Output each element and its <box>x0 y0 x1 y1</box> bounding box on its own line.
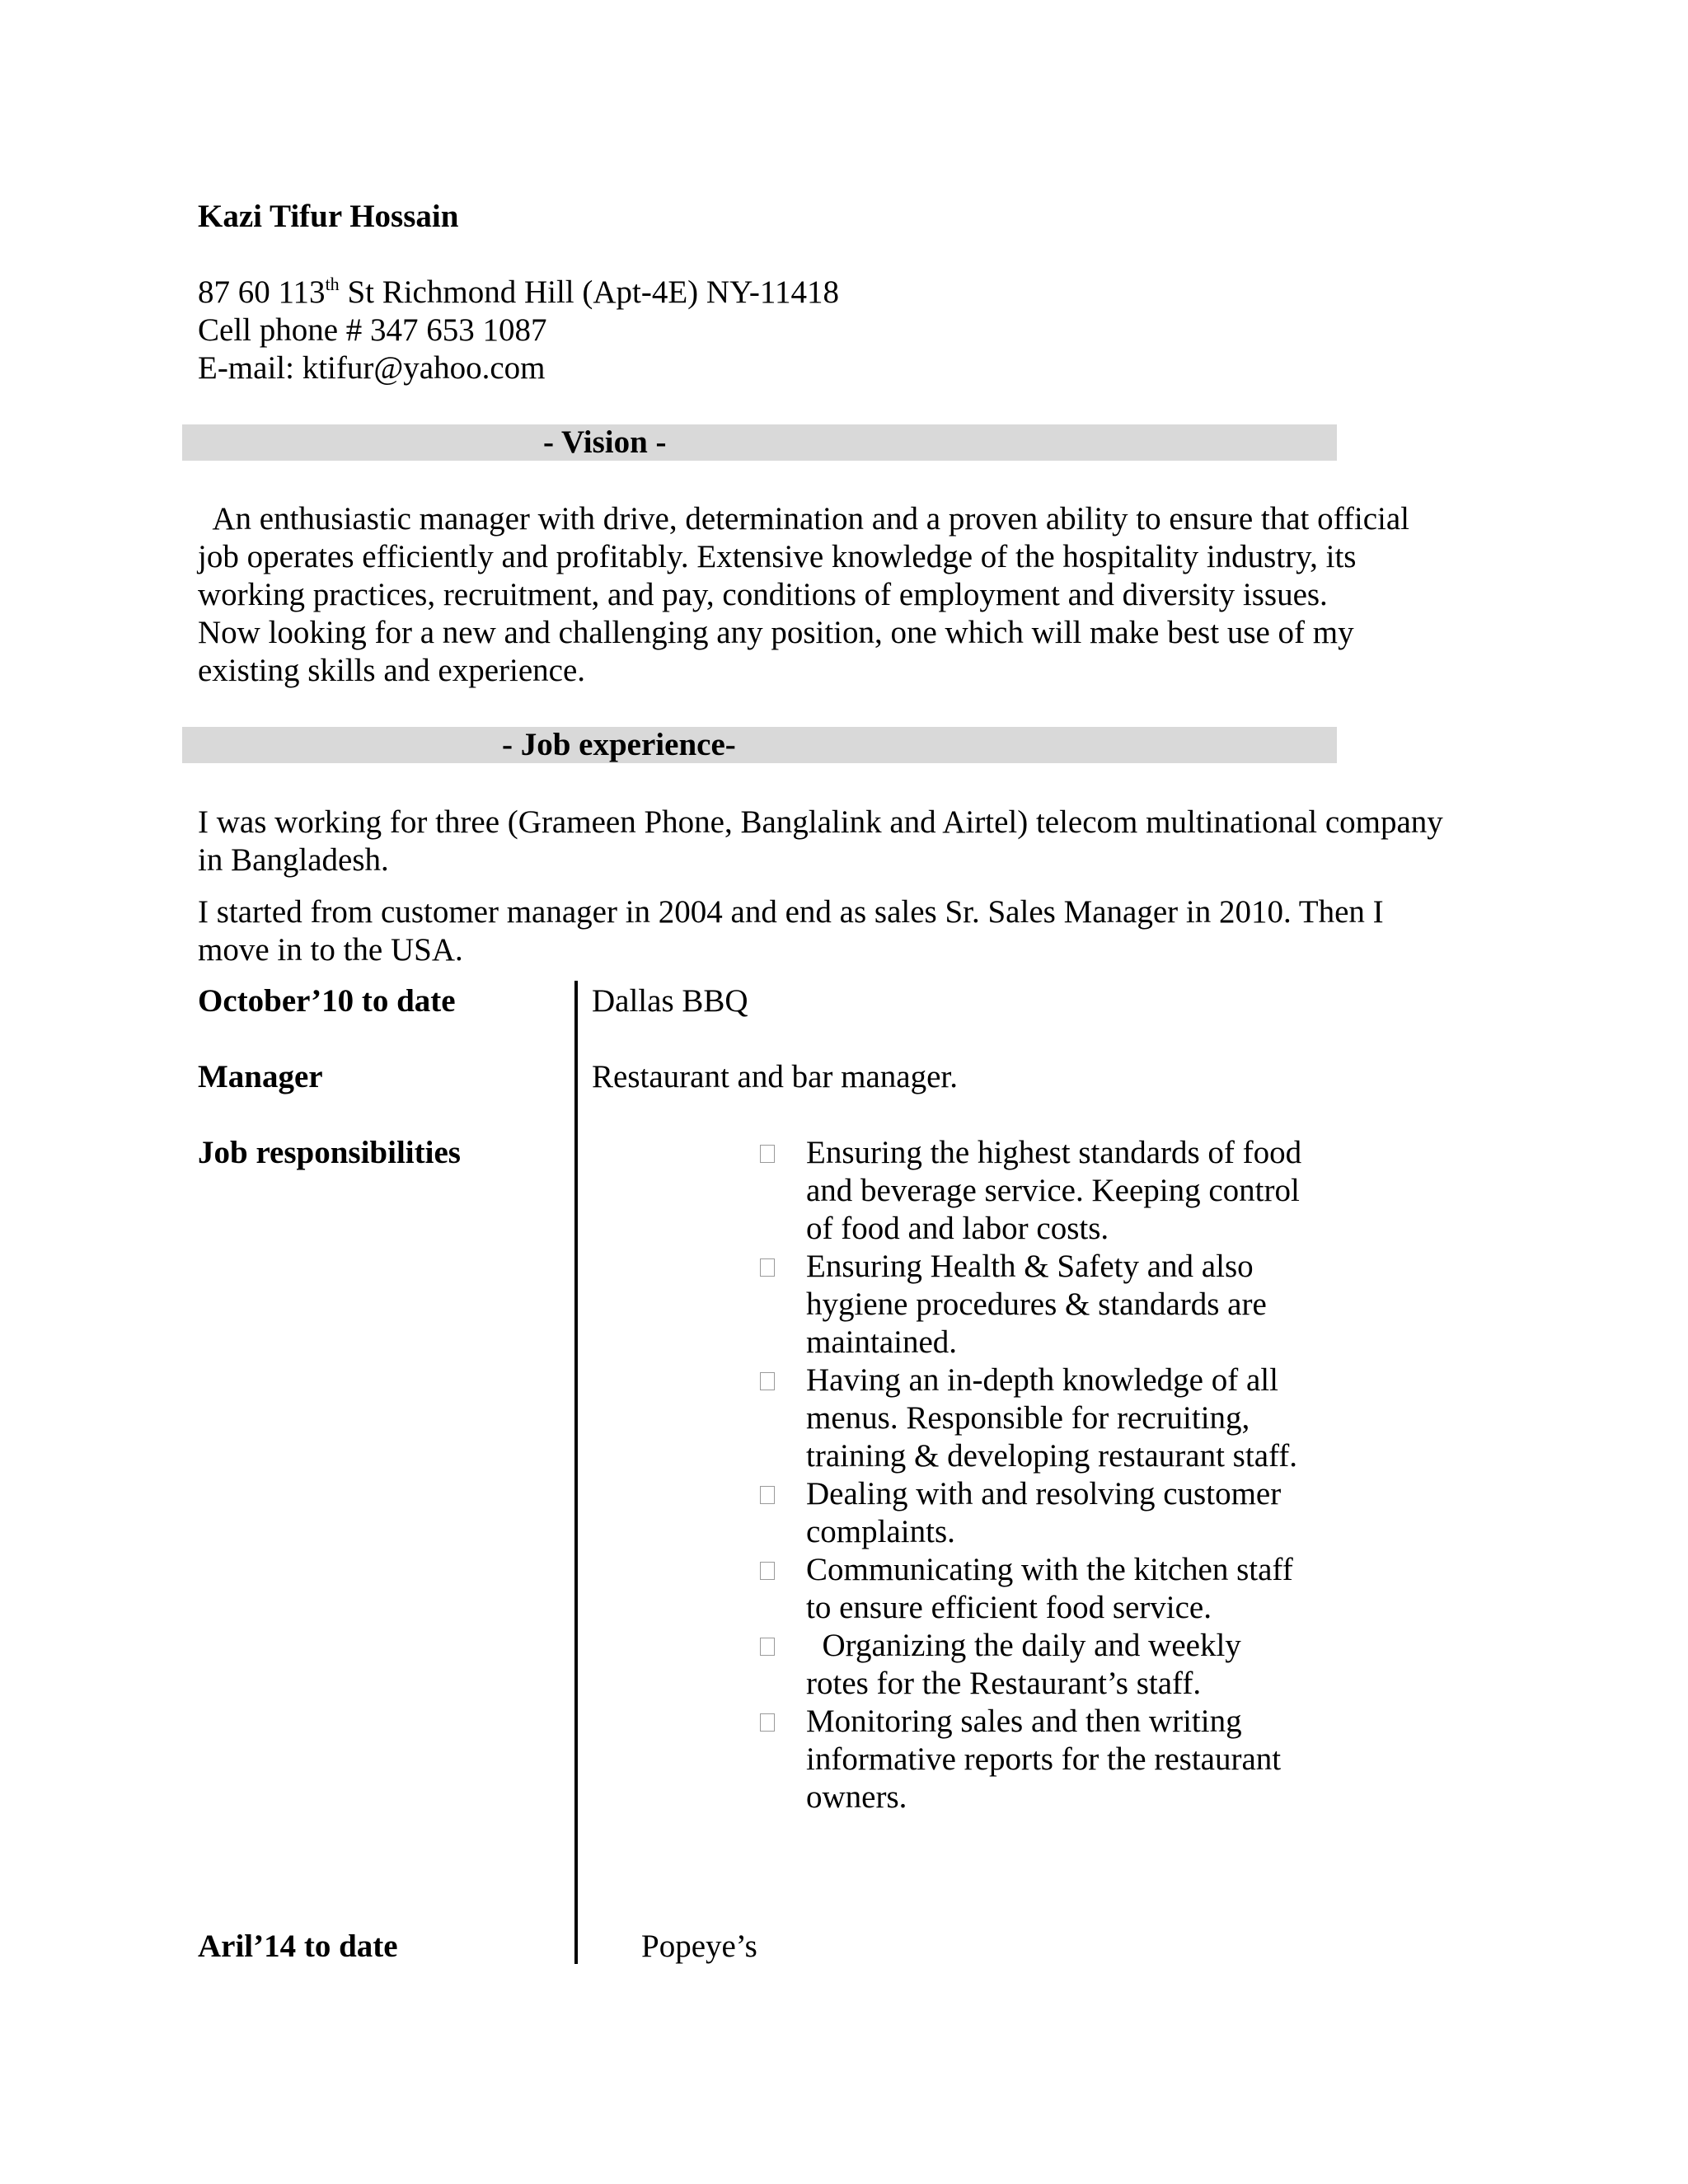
experience-intro-line: in Bangladesh. <box>198 842 389 878</box>
experience-intro-line: I was working for three (Grameen Phone, Banglalink and Airtel) telecom multinational company <box>198 804 1443 840</box>
list-item-line: informative reports for the restaurant <box>806 1741 1282 1777</box>
list-item-line: rotes for the Restaurant’s staff. <box>806 1666 1202 1701</box>
list-item <box>742 1361 1352 1475</box>
list-item <box>742 1475 1352 1551</box>
bullet-box-icon <box>760 1713 775 1732</box>
list-item-line: menus. Responsible for recruiting, <box>806 1400 1250 1436</box>
experience-intro-line: I started from customer manager in 2004 and end as sales Sr. Sales Manager in 2010. Then I <box>198 894 1384 930</box>
job1-employer: Dallas BBQ <box>592 983 748 1019</box>
job2-date: Aril’14 to date <box>198 1929 398 1964</box>
job-experience-heading: - Job experience- <box>502 727 736 762</box>
candidate-name: Kazi Tifur Hossain <box>198 199 459 234</box>
list-item-line: of food and labor costs. <box>806 1211 1109 1246</box>
experience-intro-line: move in to the USA. <box>198 932 463 968</box>
job1-date: October’10 to date <box>198 983 456 1019</box>
list-item-line: Monitoring sales and then writing <box>806 1704 1242 1739</box>
list-item <box>742 1551 1352 1627</box>
phone: Cell phone # 347 653 1087 <box>198 312 547 348</box>
list-item <box>742 1248 1352 1361</box>
bullet-box-icon <box>760 1638 775 1656</box>
list-item <box>742 1134 1352 1248</box>
vision-line: An enthusiastic manager with drive, determination and a proven ability to ensure that official <box>198 501 1410 537</box>
list-item <box>742 1627 1352 1703</box>
job-experience-section-bar <box>182 727 1337 763</box>
bullet-box-icon <box>760 1562 775 1580</box>
job1-responsibilities-label: Job responsibilities <box>198 1135 461 1170</box>
bullet-box-icon <box>760 1372 775 1390</box>
vision-line: Now looking for a new and challenging any position, one which will make best use of my <box>198 615 1354 650</box>
list-item-line: Ensuring Health & Safety and also <box>806 1249 1254 1284</box>
column-divider <box>574 981 578 1964</box>
job1-role: Restaurant and bar manager. <box>592 1059 958 1094</box>
list-item-line: Communicating with the kitchen staff <box>806 1552 1293 1587</box>
list-item-line: maintained. <box>806 1324 958 1360</box>
list-item-line: owners. <box>806 1779 907 1815</box>
list-item-line: hygiene procedures & standards are <box>806 1286 1267 1322</box>
bullet-box-icon <box>760 1258 775 1277</box>
vision-line: existing skills and experience. <box>198 653 586 688</box>
address-prefix: 87 60 113 <box>198 274 326 310</box>
address <box>198 274 839 312</box>
job2-employer: Popeye’s <box>641 1929 757 1964</box>
responsibilities-list <box>742 1134 1352 1816</box>
address-suffix: St Richmond Hill (Apt-4E) NY-11418 <box>339 274 839 310</box>
vision-section-bar <box>182 424 1337 461</box>
vision-heading: - Vision - <box>543 424 667 460</box>
address-ordinal: th <box>325 274 340 294</box>
vision-paragraph <box>198 500 1484 690</box>
list-item-line: Organizing the daily and weekly <box>806 1628 1241 1663</box>
vision-line: working practices, recruitment, and pay, conditions of employment and diversity issues. <box>198 577 1328 612</box>
list-item-line: and beverage service. Keeping control <box>806 1173 1300 1208</box>
vision-line: job operates efficiently and profitably. Extensive knowledge of the hospitality industry, its <box>198 539 1357 574</box>
job1-role-label: Manager <box>198 1059 323 1094</box>
list-item <box>742 1703 1352 1816</box>
list-item-line: training & developing restaurant staff. <box>806 1438 1298 1474</box>
list-item-line: to ensure efficient food service. <box>806 1590 1212 1625</box>
list-item-line: complaints. <box>806 1514 955 1549</box>
list-item-line: Ensuring the highest standards of food <box>806 1135 1302 1170</box>
list-item-line: Having an in-depth knowledge of all <box>806 1362 1278 1398</box>
email: E-mail: ktifur@yahoo.com <box>198 350 546 386</box>
list-item-line: Dealing with and resolving customer <box>806 1476 1282 1511</box>
bullet-box-icon <box>760 1486 775 1504</box>
bullet-box-icon <box>760 1145 775 1163</box>
